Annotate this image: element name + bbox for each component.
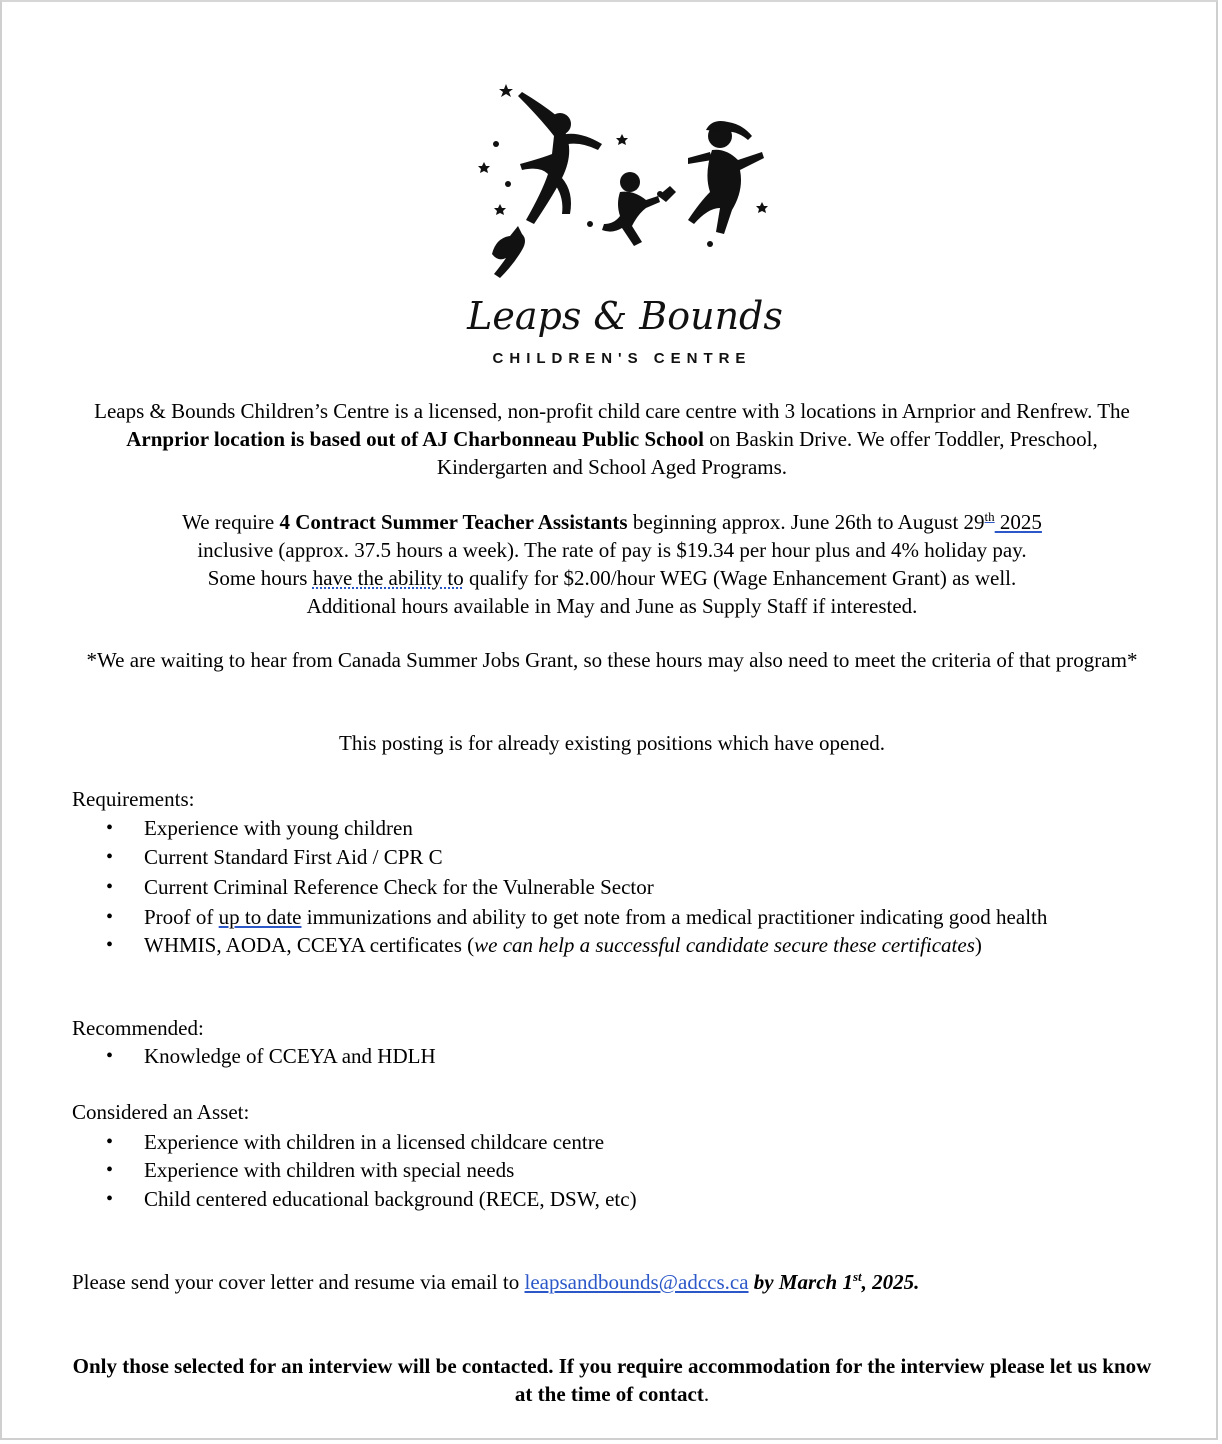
logo-name: Leaps & Bounds — [467, 294, 783, 338]
list-item: • Experience with young children — [72, 814, 1142, 842]
list-item: • Current Criminal Reference Check for the Vulnerable Sector — [72, 873, 1142, 901]
item-text: ) — [974, 933, 982, 957]
positions-count: 4 Contract Summer Teacher Assistants — [279, 510, 628, 534]
item-text: immunizations and ability to get note from a medical practitioner indicating good health — [301, 905, 1048, 929]
intro-text-2: on Baskin Drive. We offer Toddler, Preschool, Kindergarten and School Aged Programs. — [436, 427, 1098, 479]
closing-bold: Only those selected for an interview will be contacted. If you require accommodation for the interview please let us know at the time of contact — [72, 1354, 1152, 1406]
grant-note: *We are waiting to hear from Canada Summer Jobs Grant, so these hours may also need to meet the criteria of that program* — [86, 648, 1138, 672]
positions-paragraph — [70, 508, 1154, 620]
list-item: • Experience with children in a licensed childcare centre — [72, 1128, 1142, 1156]
list-item: • Child centered educational background (RECE, DSW, etc) — [72, 1185, 1142, 1213]
logo — [442, 64, 802, 374]
asset-heading: Considered an Asset: — [72, 1100, 250, 1124]
intro-text-1: Leaps & Bounds Children’s Centre is a licensed, non-profit child care centre with 3 locations in Arnprior and Renfrew. The — [94, 399, 1130, 423]
intro-paragraph — [70, 397, 1154, 481]
list-item — [72, 903, 1142, 931]
email-link[interactable]: leapsandbounds@adccs.ca — [524, 1270, 749, 1294]
weg-lead: Some hours — [207, 566, 313, 590]
closing-end: . — [703, 1382, 710, 1406]
intro-bold: Arnprior location is based out of AJ Charbonneau Public School — [126, 427, 704, 451]
requirements-list — [72, 814, 1142, 959]
list-item: • Current Standard First Aid / CPR C — [72, 843, 1142, 871]
positions-pay: inclusive (approx. 37.5 hours a week). The rate of pay is $19.34 per hour plus and 4% holiday pay. — [197, 538, 1027, 562]
deadline: by March 1 — [748, 1270, 853, 1294]
deadline-year: , 2025. — [861, 1270, 920, 1294]
list-item: • Knowledge of CCEYA and HDLH — [72, 1042, 1142, 1070]
list-item: • Experience with children with special needs — [72, 1156, 1142, 1184]
item-text: WHMIS, AODA, CCEYA certificates ( — [144, 933, 475, 957]
asset-list — [72, 1128, 1142, 1213]
closing-note — [70, 1352, 1154, 1408]
recommended-heading: Recommended: — [72, 1016, 204, 1040]
requirements-heading: Requirements: — [72, 787, 195, 811]
item-text: Proof of — [144, 905, 219, 929]
apply-lead: Please send your cover letter and resume via email to — [72, 1270, 525, 1294]
leaping-children-illustration — [462, 74, 782, 294]
item-underlined: up to date — [218, 905, 302, 929]
positions-dates: beginning approx. June 26th to August 29 — [627, 510, 985, 534]
weg-text: qualify for $2.00/hour WEG (Wage Enhancement Grant) as well. — [463, 566, 1017, 590]
logo-subtitle: CHILDREN'S CENTRE — [492, 350, 752, 367]
date-suffix: th — [984, 509, 995, 524]
list-item — [72, 931, 1142, 959]
deadline-suffix: st — [852, 1269, 862, 1284]
posting-note: This posting is for already existing positions which have opened. — [339, 731, 885, 755]
weg-underlined: have the ability to — [312, 566, 464, 590]
recommended-list — [72, 1042, 1142, 1070]
item-italic: we can help a successful candidate secure these certificates — [474, 933, 975, 957]
apply-paragraph — [72, 1268, 1156, 1296]
positions-year: 2025 — [994, 510, 1042, 534]
positions-lead: We require — [182, 510, 280, 534]
supply-hours: Additional hours available in May and June as Supply Staff if interested. — [306, 594, 918, 618]
